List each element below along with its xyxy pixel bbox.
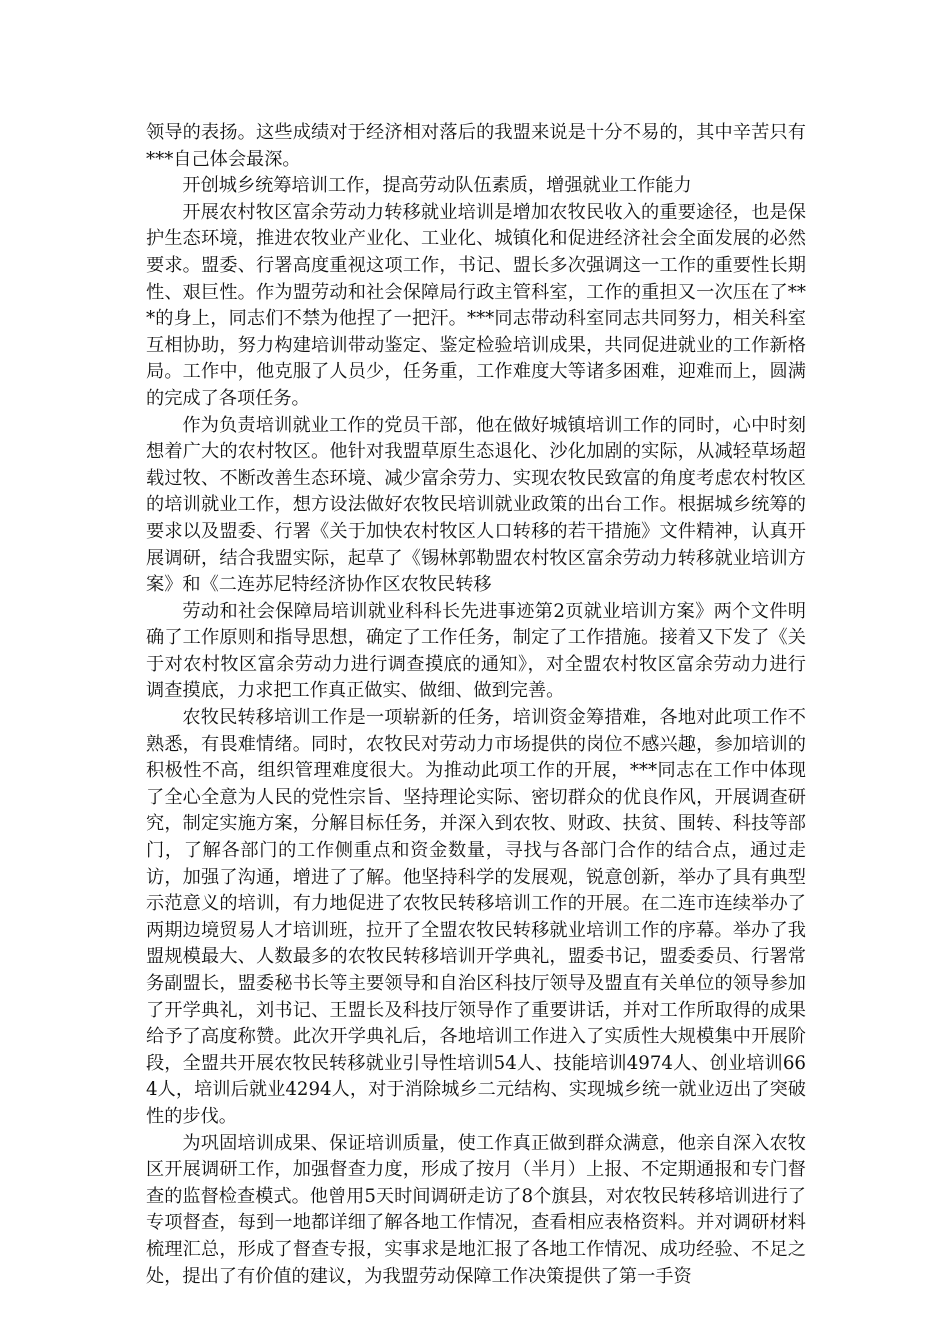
paragraph-supervision: 为巩固培训成果、保证培训质量，使工作真正做到群众满意，他亲自深入农牧区开展调研工作，加强督查力度，形成了按月（半月）上报、不定期通报和专门督查的监督检查模式。他曾用5天时间调研走访了8个旗县，对农牧民转移培训进行了专项督查，每到一地都详细了解各地工作情况，查看相应表格资料。并对调研材料梳理汇总，形成了督查专报，实事求是地汇报了各地工作情况、成功经验、不足之处，提出了有价值的建议，为我盟劳动保障工作决策提供了第一手资 — [146, 1132, 806, 1287]
paragraph-plan-continuation: 劳动和社会保障局培训就业科科长先进事迹第2页就业培训方案》两个文件明确了工作原则和指导思想，确定了工作任务，制定了工作措施。接着又下发了《关于对农村牧区富余劳动力进行调查摸底的通知》，对全盟农村牧区富余劳动力进行调查摸底，力求把工作真正做实、做细、做到完善。 — [146, 600, 806, 702]
document-page — [146, 120, 806, 1290]
paragraph-implementation: 农牧民转移培训工作是一项崭新的任务，培训资金筹措难，各地对此项工作不熟悉，有畏难情绪。同时，农牧民对劳动力市场提供的岗位不感兴趣，参加培训的积极性不高，组织管理难度很大。为推动此项工作的开展，***同志在工作中体现了全心全意为人民的党性宗旨、坚持理论实际、密切群众的优良作风，开展调查研究，制定实施方案，分解目标任务，并深入到农牧、财政、扶贫、围转、科技等部门，了解各部门的工作侧重点和资金数量，寻找与各部门合作的结合点，通过走访，加强了沟通，增进了了解。他坚持科学的发展观，锐意创新，举办了具有典型示范意义的培训，有力地促进了农牧民转移培训工作的开展。在二连市连续举办了两期边境贸易人才培训班，拉开了全盟农牧民转移就业培训工作的序幕。举办了我盟规模最大、人数最多的农牧民转移培训开学典礼，盟委书记，盟委委员、行署常务副盟长，盟委秘书长等主要领导和自治区科技厅领导及盟直有关单位的领导参加了开学典礼，刘书记、王盟长及科技厅领导作了重要讲话，并对工作所取得的成果给予了高度称赞。此次开学典礼后，各地培训工作进入了实质性大规模集中开展阶段，全盟共开展农牧民转移就业引导性培训54人、技能培训4974人、创业培训664人，培训后就业4294人，对于消除城乡二元结构、实现城乡统一就业迈出了突破性的步伐。 — [146, 707, 806, 1127]
paragraph-training-overview: 开展农村牧区富余劳动力转移就业培训是增加农牧民收入的重要途径，也是保护生态环境，推进农牧业产业化、工业化、城镇化和促进经济社会全面发展的必然要求。盟委、行署高度重视这项工作，书记、盟长多次强调这一工作的重要性长期性、艰巨性。作为盟劳动和社会保障局行政主管科室，工作的重担又一次压在了***的身上，同志们不禁为他捏了一把汗。***同志带动科室同志共同努力，相关科室互相协助，努力构建培训带动鉴定、鉴定检验培训成果，共同促进就业的工作新格局。工作中，他克服了人员少，任务重，工作难度大等诸多困难，迎难而上，圆满的完成了各项任务。 — [146, 201, 806, 409]
paragraph-rural-policy: 作为负责培训就业工作的党员干部，他在做好城镇培训工作的同时，心中时刻想着广大的农村牧区。他针对我盟草原生态退化、沙化加剧的实际，从减轻草场超载过牧、不断改善生态环境、减少富余劳力、实现农牧民致富的角度考虑农村牧区的培训就业工作，想方设法做好农牧民培训就业政策的出台工作。根据城乡统筹的要求以及盟委、行署《关于加快农村牧区人口转移的若干措施》文件精神，认真开展调研，结合我盟实际，起草了《锡林郭勒盟农村牧区富余劳动力转移就业培训方案》和《二连苏尼特经济协作区农牧民转移 — [146, 414, 806, 596]
paragraph-intro: 领导的表扬。这些成绩对于经济相对落后的我盟来说是十分不易的，其中辛苦只有***自己体会最深。 — [146, 122, 806, 170]
section-heading: 开创城乡统筹培训工作，提高劳动队伍素质，增强就业工作能力 — [182, 175, 692, 197]
